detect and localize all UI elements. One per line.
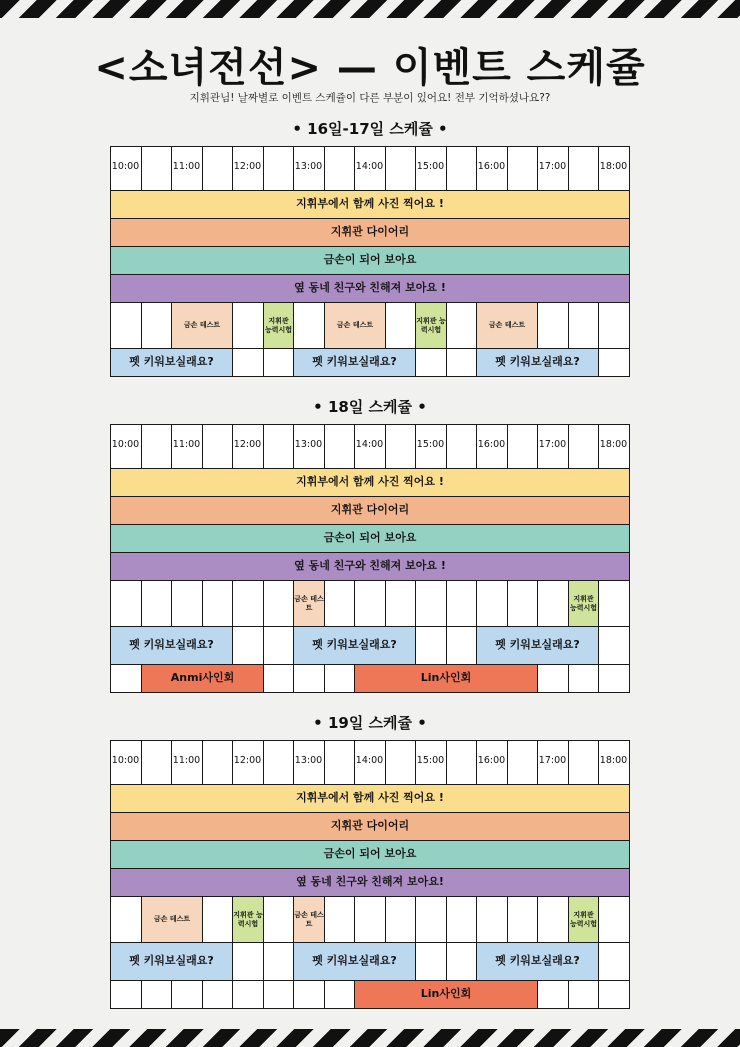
time-label: 13:00 xyxy=(294,439,323,450)
grid-cell xyxy=(507,580,538,627)
event-bar: 옆 동네 친구와 친해져 보아요 ! xyxy=(110,274,630,303)
grid-cell xyxy=(385,896,416,943)
time-label: 11:00 xyxy=(172,755,201,766)
schedule-grid xyxy=(110,740,629,1008)
grid-cell xyxy=(232,942,264,981)
event-bar: 펫 키워보실래요? xyxy=(476,942,599,981)
grid-cell xyxy=(568,980,599,1009)
time-label: 15:00 xyxy=(416,439,445,450)
event-bar: 지휘관 능력시험 xyxy=(568,580,599,627)
grid-cell xyxy=(232,348,264,377)
event-bar: 펫 키워보실래요? xyxy=(293,942,416,981)
grid-cell xyxy=(598,302,630,349)
grid-cell xyxy=(232,980,264,1009)
page-subtitle: 지휘관님! 날짜별로 이벤트 스케쥴이 다른 부분이 있어요! 전부 기억하셨나요?? xyxy=(189,92,551,104)
event-bar: 금손 테스트 xyxy=(476,302,538,349)
event-bar: 지휘관 능력시험 xyxy=(232,896,264,943)
event-bar: 금손이 되어 보아요 xyxy=(110,246,630,275)
grid-cell xyxy=(446,348,477,377)
grid-cell xyxy=(324,980,355,1009)
grid-cell xyxy=(263,626,294,665)
event-bar: 지휘관 능력시험 xyxy=(263,302,294,349)
section-heading: • 18일 스케쥴 • xyxy=(313,398,427,416)
time-label: 12:00 xyxy=(233,439,262,450)
time-label: 17:00 xyxy=(538,755,567,766)
grid-cell xyxy=(598,626,630,665)
time-label: 16:00 xyxy=(477,161,506,172)
time-label: 10:00 xyxy=(111,161,140,172)
time-label: 17:00 xyxy=(538,439,567,450)
grid-cell xyxy=(476,580,508,627)
section-heading: • 16일-17일 스케쥴 • xyxy=(292,120,448,138)
event-bar: Lin사인회 xyxy=(354,980,538,1009)
grid-cell xyxy=(476,896,508,943)
grid-cell xyxy=(202,980,233,1009)
event-bar: 지휘관 다이어리 xyxy=(110,812,630,841)
event-bar: 펫 키워보실래요? xyxy=(110,348,233,377)
event-bar: 펫 키워보실래요? xyxy=(476,348,599,377)
grid-cell xyxy=(446,302,477,349)
grid-cell xyxy=(598,580,630,627)
event-bar: 지휘관 다이어리 xyxy=(110,496,630,525)
event-bar: 금손 테스트 xyxy=(293,580,325,627)
section-heading: • 19일 스케쥴 • xyxy=(313,714,427,732)
grid-cell xyxy=(568,302,599,349)
grid-cell xyxy=(263,664,294,693)
grid-cell xyxy=(537,302,569,349)
grid-cell xyxy=(263,980,294,1009)
time-label: 14:00 xyxy=(355,439,384,450)
grid-cell xyxy=(537,980,569,1009)
grid-cell xyxy=(537,896,569,943)
grid-cell xyxy=(324,580,355,627)
hazard-tape-bottom xyxy=(0,1029,740,1047)
time-label: 18:00 xyxy=(599,755,628,766)
grid-cell xyxy=(446,896,477,943)
time-label: 13:00 xyxy=(294,755,323,766)
hazard-tape-top xyxy=(0,0,740,18)
event-bar: 금손 테스트 xyxy=(293,896,325,943)
time-label: 14:00 xyxy=(355,161,384,172)
time-label: 12:00 xyxy=(233,161,262,172)
grid-cell xyxy=(232,302,264,349)
grid-cell xyxy=(110,980,142,1009)
grid-cell xyxy=(354,896,386,943)
page-title: <소녀전선> — 이벤트 스케쥴 xyxy=(94,45,646,91)
time-label: 18:00 xyxy=(599,161,628,172)
schedule-grid xyxy=(110,146,629,376)
event-bar: 펫 키워보실래요? xyxy=(293,348,416,377)
time-label: 12:00 xyxy=(233,755,262,766)
time-label: 16:00 xyxy=(477,755,506,766)
grid-cell xyxy=(232,626,264,665)
time-label: 15:00 xyxy=(416,161,445,172)
grid-cell xyxy=(415,348,447,377)
grid-cell xyxy=(141,980,172,1009)
grid-cell xyxy=(110,580,142,627)
grid-cell xyxy=(110,302,142,349)
time-label: 14:00 xyxy=(355,755,384,766)
grid-cell xyxy=(446,580,477,627)
event-bar: 지휘관 다이어리 xyxy=(110,218,630,247)
grid-cell xyxy=(293,302,325,349)
time-label: 18:00 xyxy=(599,439,628,450)
grid-cell xyxy=(507,896,538,943)
grid-cell xyxy=(598,348,630,377)
grid-cell xyxy=(446,942,477,981)
event-bar: 지휘관 능력시험 xyxy=(568,896,599,943)
grid-cell xyxy=(263,348,294,377)
event-bar: 지휘부에서 함께 사진 찍어요 ! xyxy=(110,468,630,497)
grid-cell xyxy=(110,896,142,943)
grid-cell xyxy=(171,580,203,627)
grid-cell xyxy=(598,896,630,943)
event-bar: 지휘부에서 함께 사진 찍어요 ! xyxy=(110,784,630,813)
grid-cell xyxy=(598,942,630,981)
time-label: 11:00 xyxy=(172,439,201,450)
time-label: 11:00 xyxy=(172,161,201,172)
grid-cell xyxy=(354,580,386,627)
time-label: 10:00 xyxy=(111,755,140,766)
event-bar: 금손 테스트 xyxy=(141,896,203,943)
event-bar: 지휘부에서 함께 사진 찍어요 ! xyxy=(110,190,630,219)
grid-cell xyxy=(263,580,294,627)
event-bar: 옆 동네 친구와 친해져 보아요! xyxy=(110,868,630,897)
grid-cell xyxy=(598,664,630,693)
event-bar: 금손 테스트 xyxy=(324,302,386,349)
grid-cell xyxy=(141,580,172,627)
event-bar: 펫 키워보실래요? xyxy=(293,626,416,665)
grid-cell xyxy=(324,664,355,693)
time-label: 10:00 xyxy=(111,439,140,450)
grid-cell xyxy=(537,664,569,693)
event-bar: 펫 키워보실래요? xyxy=(476,626,599,665)
event-bar: 옆 동네 친구와 친해져 보아요 ! xyxy=(110,552,630,581)
grid-cell xyxy=(293,980,325,1009)
grid-cell xyxy=(202,580,233,627)
grid-cell xyxy=(415,626,447,665)
grid-cell xyxy=(202,896,233,943)
grid-cell xyxy=(385,580,416,627)
grid-cell xyxy=(263,896,294,943)
grid-cell xyxy=(415,896,447,943)
event-bar: 금손이 되어 보아요 xyxy=(110,840,630,869)
grid-cell xyxy=(293,664,325,693)
time-label: 13:00 xyxy=(294,161,323,172)
grid-cell xyxy=(324,896,355,943)
event-bar: Lin사인회 xyxy=(354,664,538,693)
event-bar: Anmi사인회 xyxy=(141,664,264,693)
grid-cell xyxy=(110,664,142,693)
grid-cell xyxy=(537,580,569,627)
event-bar: 금손이 되어 보아요 xyxy=(110,524,630,553)
event-bar: 펫 키워보실래요? xyxy=(110,942,233,981)
event-bar: 펫 키워보실래요? xyxy=(110,626,233,665)
grid-cell xyxy=(141,302,172,349)
grid-cell xyxy=(568,664,599,693)
grid-cell xyxy=(385,302,416,349)
grid-cell xyxy=(415,942,447,981)
time-label: 17:00 xyxy=(538,161,567,172)
grid-cell xyxy=(171,980,203,1009)
schedule-grid xyxy=(110,424,629,692)
grid-cell xyxy=(598,980,630,1009)
grid-cell xyxy=(232,580,264,627)
time-label: 16:00 xyxy=(477,439,506,450)
grid-cell xyxy=(263,942,294,981)
event-bar: 금손 테스트 xyxy=(171,302,233,349)
grid-cell xyxy=(415,580,447,627)
time-label: 15:00 xyxy=(416,755,445,766)
event-bar: 지휘관 능력시험 xyxy=(415,302,447,349)
grid-cell xyxy=(446,626,477,665)
